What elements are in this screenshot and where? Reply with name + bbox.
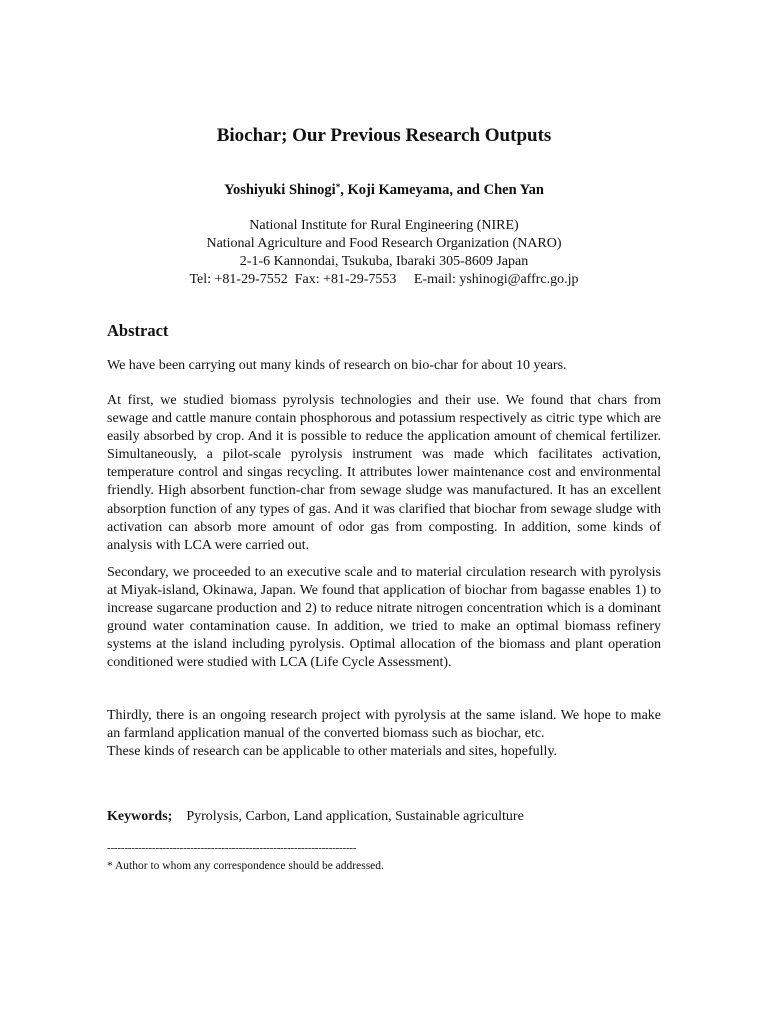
abstract-paragraph bbox=[107, 707, 661, 761]
first-author: Yoshiyuki Shinogi bbox=[224, 182, 336, 198]
keywords-label: Keywords; bbox=[107, 809, 173, 824]
paragraph-text: We have been carrying out many kinds of research on bio-char for about 10 years. bbox=[107, 358, 567, 373]
other-authors: , Koji Kameyama, and Chen Yan bbox=[340, 182, 544, 198]
affiliation-organization: National Agriculture and Food Research Organization (NARO) bbox=[206, 236, 562, 251]
paragraph-text: At first, we studied biomass pyrolysis technologies and their use. We found that chars from sewage and cattle manure contain phosphorous and potassium respectively as citric type which are easily absorbed by crop. And it is possible to reduce the application amount of chemical fertilizer. Simultaneously, a pilot-scale pyrolysis instrument was made which facilitates activation, temperature control and singas recycling. It attributes lower maintenance cost and environmental friendly. High absorbent function-char from sewage sludge was manufactured. It has an excellent absorption function of any types of gas. And it was clarified that biochar from sewage sludge with activation can absorb more amount of odor gas from composting. In addition, some kinds of analysis with LCA were carried out. bbox=[107, 393, 661, 553]
paragraph-text-line: These kinds of research can be applicable to other materials and sites, hopefully. bbox=[107, 744, 558, 760]
keywords-text: Pyrolysis, Carbon, Land application, Sustainable agriculture bbox=[186, 809, 524, 824]
abstract-heading: Abstract bbox=[107, 321, 169, 340]
keywords-line bbox=[107, 808, 524, 826]
paragraph-text: Thirdly, there is an ongoing research project with pyrolysis at the same island. We hope to make an farmland application manual of the converted biomass such as biochar, etc. bbox=[107, 708, 661, 742]
footnote: * Author to whom any correspondence should be addressed. bbox=[107, 860, 384, 872]
footnote-rule: ------------------------------------------------------------------------ bbox=[107, 842, 357, 854]
abstract-paragraph bbox=[107, 357, 661, 375]
affiliation-block bbox=[0, 217, 768, 289]
paragraph-text: Secondary, we proceeded to an executive scale and to material circulation research with pyrolysis at Miyak-island, Okinawa, Japan. We found that application of biochar from bagasse enables 1) to increase sugarcane production and 2) to reduce nitrate nitrogen concentration which is a dominant ground water contamination cause. In addition, we tried to make an optimal biomass refinery systems at the island including pyrolysis. Optimal allocation of the biomass and plant operation conditioned were studied with LCA (Life Cycle Assessment). bbox=[107, 565, 661, 671]
abstract-paragraph bbox=[107, 392, 661, 555]
paper-title: Biochar; Our Previous Research Outputs bbox=[216, 125, 552, 146]
affiliation-institute: National Institute for Rural Engineering (NIRE) bbox=[249, 218, 519, 233]
author-list bbox=[0, 181, 768, 199]
corresponding-author-mark: * bbox=[335, 182, 341, 192]
abstract-paragraph bbox=[107, 564, 661, 673]
affiliation-contact: Tel: +81-29-7552 Fax: +81-29-7553 E-mail: yshinogi@affrc.go.jp bbox=[189, 272, 579, 287]
affiliation-address: 2-1-6 Kannondai, Tsukuba, Ibaraki 305-8609 Japan bbox=[239, 254, 529, 269]
